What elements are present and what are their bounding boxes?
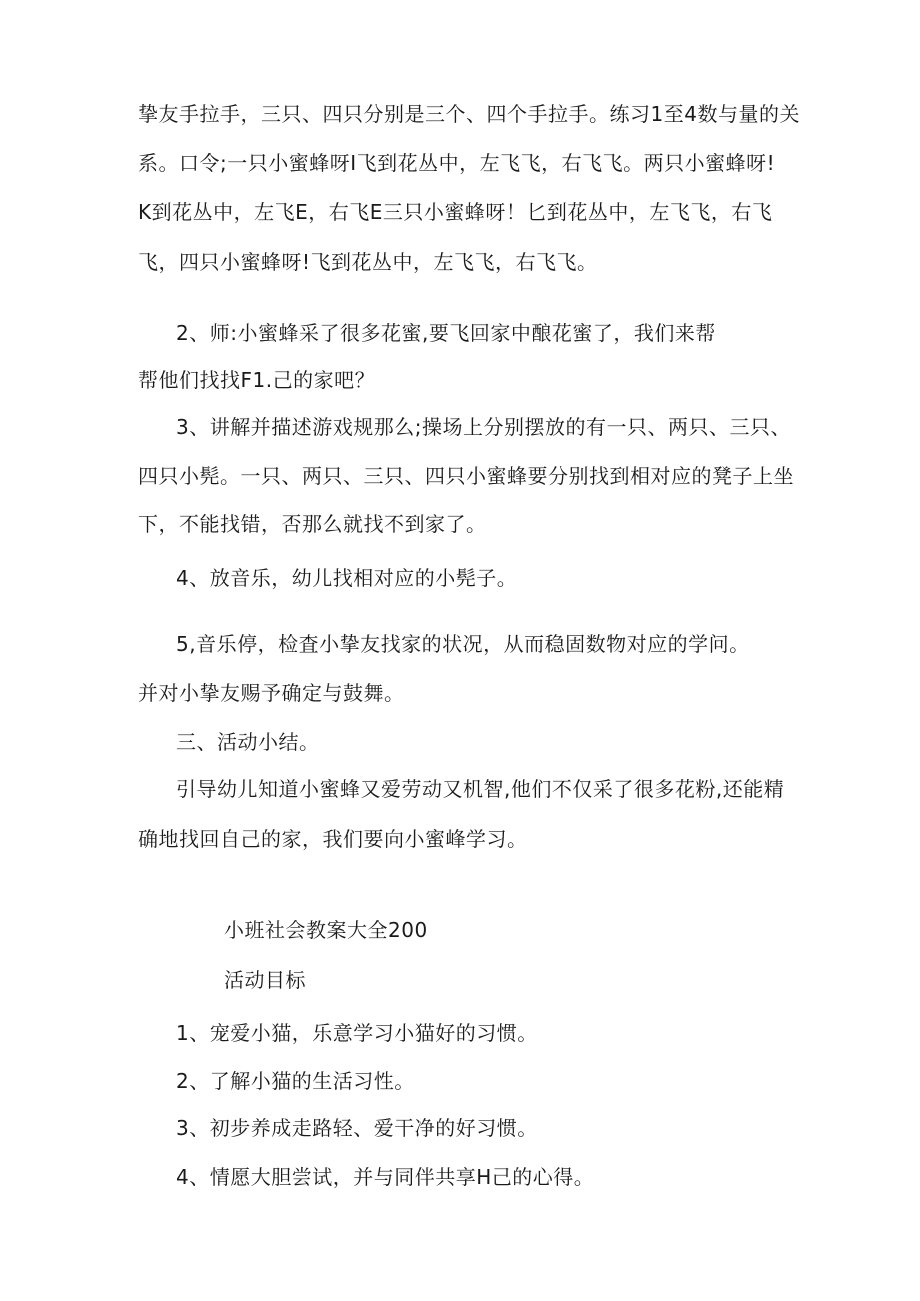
paragraph-line-15: 确地找回自己的家，我们要向小蜜峰学习。 bbox=[138, 827, 528, 851]
paragraph-line-11: 5,音乐停，检査小挚友找家的状况，从而稳固数物对应的学问。 bbox=[176, 632, 750, 656]
paragraph-line-6: 帮他们找找F1.己的家吧？ bbox=[138, 368, 376, 392]
paragraph-line-8: 四只小髡。一只、两只、三只、四只小蜜蜂要分别找到相对应的凳子上坐 bbox=[138, 464, 794, 488]
paragraph-line-1: 挚友手拉手，三只、四只分别是三个、四个手拉手。练习1至4数与量的关 bbox=[138, 102, 800, 126]
objective-item-4: 4、情愿大胆尝试，并与同伴共享H己的心得。 bbox=[176, 1165, 595, 1189]
paragraph-line-2: 系。口令;一只小蜜蜂呀I飞到花丛中，左飞飞，右飞飞。两只小蜜蜂呀! bbox=[138, 151, 776, 175]
paragraph-line-7: 3、讲解并描述游戏规那么;操场上分别摆放的有一只、两只、三只、 bbox=[176, 415, 791, 439]
paragraph-line-5: 2、师:小蜜蜂采了很多花蜜,要飞回家中酿花蜜了，我们来帮 bbox=[176, 321, 716, 345]
paragraph-line-3: K到花丛中，左飞E，右飞E三只小蜜蜂呀！匕到花丛中，左飞飞，右飞 bbox=[138, 200, 773, 224]
objective-item-2: 2、了解小猫的生活习性。 bbox=[176, 1069, 415, 1093]
paragraph-line-4: 飞，四只小蜜蜂呀!飞到花丛中，左飞飞，右飞飞。 bbox=[138, 250, 598, 274]
paragraph-line-14: 引导幼儿知道小蜜蜂又爱劳动又机智,他们不仅采了很多花粉,还能精 bbox=[176, 777, 785, 801]
section-heading-objectives: 活动目标 bbox=[224, 968, 306, 992]
objective-item-3: 3、初步养成走路轻、爱干净的好习惯。 bbox=[176, 1116, 538, 1140]
document-title: 小班社会教案大全200 bbox=[224, 918, 428, 942]
paragraph-line-10: 4、放音乐，幼儿找相对应的小髡子。 bbox=[176, 566, 518, 590]
paragraph-line-12: 并对小挚友赐予确定与鼓舞。 bbox=[138, 681, 405, 705]
paragraph-line-9: 下，不能找错，否那么就找不到家了。 bbox=[138, 512, 487, 536]
section-heading-summary: 三、活动小结。 bbox=[176, 730, 320, 754]
objective-item-1: 1、宠爱小猫，乐意学习小猫好的习惯。 bbox=[176, 1021, 538, 1045]
